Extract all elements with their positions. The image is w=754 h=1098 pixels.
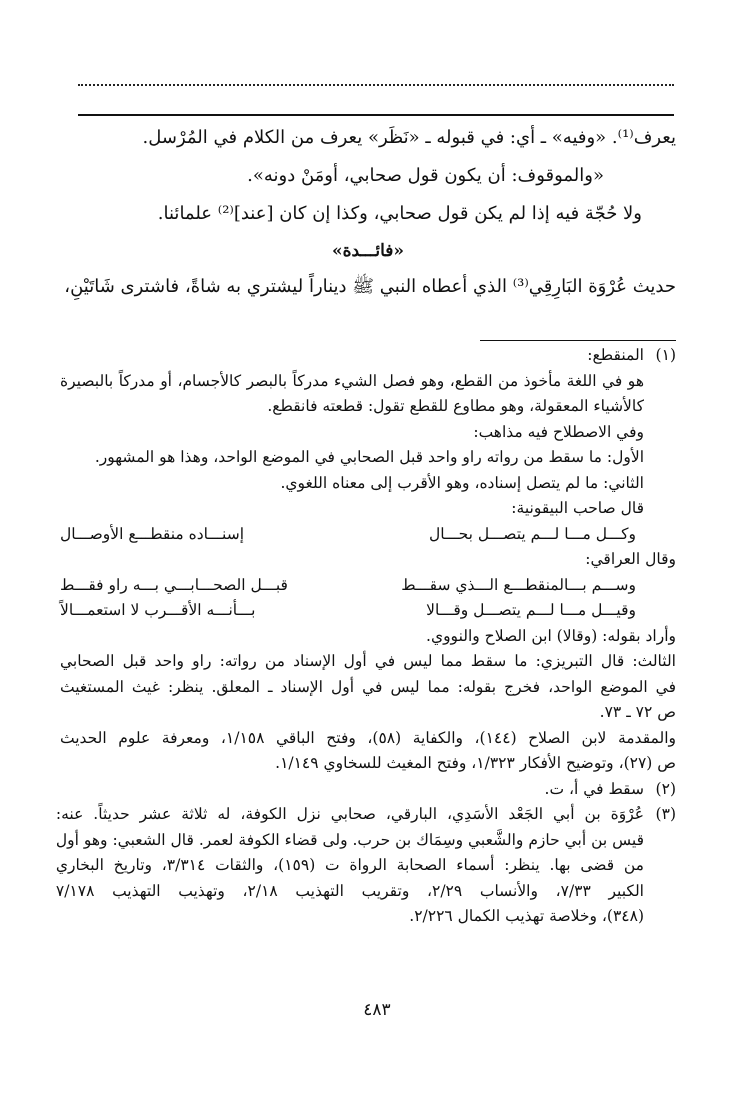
footnote-line: (٣٤٨)، وخلاصة تهذيب الكمال ٢/٢٢٦. (409, 907, 644, 925)
footnote-line: سقط في أ، ت. (544, 779, 644, 798)
footnote-line: الكبير ٧/٣٣، والأنساب ٢/٢٩، وتقريب التهذيب ٢/١٨، وتهذيب التهذيب ٧/١٧٨ (55, 881, 644, 900)
footnote-number: (٢) (655, 779, 676, 798)
footnote-line: ص ٧٢ ـ ٧٣. (599, 703, 676, 721)
footnote-line: عُرْوَة بن أبي الجَعْد الأسَدِي، البارقي، صحابي نزل الكوفة، له ثلاثة عشر حديثاً. عنه: (55, 805, 644, 823)
header-rule (78, 114, 674, 116)
footnote-line: هو في اللغة مأخوذ من القطع، وهو فصل الشيء مدركاً بالبصر كالأجسام، أو مدركاً بالبصيرة (60, 371, 644, 390)
footnote-line: قيس بن أبي حازم والشَّعبي وسِمَاك بن حرب. ولى قضاء الكوفة لعمر. قال الشعبي: وهو أول (55, 830, 644, 849)
poem-verse (60, 598, 644, 624)
verse-first-hemistich: وقيـــل مـــا لـــم يتصـــل وقـــالا (426, 601, 636, 619)
footnote-body (56, 802, 644, 930)
footnote-line: الثالث: قال التبريزي: ما سقط مما ليس في أول الإسناد من رواته: راو واحد قبل الصحابي (60, 652, 676, 670)
verse-second-hemistich: قبـــل الصحـــابـــي بـــه راو فقـــط (60, 575, 288, 594)
footnote-1 (60, 343, 676, 547)
verse-first-hemistich: وســـم بـــالمنقطـــع الـــذي سقـــط (401, 575, 636, 594)
footnote-line: كالأشياء المعقولة، وهو مطاوع للقطع تقول: قطعته فانقطع. (267, 397, 644, 415)
footnote-number: (٣) (655, 805, 676, 823)
main-text (60, 124, 676, 311)
footnote-line: وأراد بقوله: (وقالا) ابن الصلاح والنووي. (426, 626, 676, 645)
main-paragraph-mawquf: «والموقوف: أن يكون قول صحابي، أومَنْ دونه». (247, 165, 604, 186)
footnote-line: قال صاحب البيقونية: (511, 499, 644, 517)
footnote-indent (644, 573, 676, 624)
dotted-header-line (78, 84, 674, 86)
footnote-line: المنقطع: (587, 346, 644, 364)
footnote-body (60, 573, 644, 624)
footnote-1-continued (60, 573, 676, 624)
verse-second-hemistich: إسنـــاده منقطـــع الأوصـــال (60, 524, 245, 543)
poem-verse (60, 573, 644, 599)
footnote-line: ص (٢٧)، وتوضيح الأفكار ١/٣٢٣، وفتح المغيث للسخاوي ١/١٤٩. (275, 754, 676, 772)
footnote-line: والمقدمة لابن الصلاح (١٤٤)، والكفاية (٥٨)، وفتح الباقي ١/١٥٨، ومعرفة علوم الحديث (60, 728, 676, 747)
footnote-number: (١) (655, 346, 676, 364)
verse-second-hemistich: بـــأنـــه الأقـــرب لا استعمـــالاً (60, 601, 256, 619)
footnote-2 (60, 777, 676, 803)
verse-first-hemistich: وكـــل مـــا لـــم يتصـــل بحـــال (429, 524, 636, 543)
footnote-line: الثاني: ما لم يتصل إسناده، وهو الأقرب إلى معناه اللغوي. (280, 473, 644, 492)
footnote-line: الأول: ما سقط من رواته راو واحد قبل الصحابي في الموضع الواحد، وهذا هو المشهور. (94, 448, 644, 466)
footnote-body (60, 343, 644, 547)
page-number: ٤٨٣ (363, 1000, 391, 1020)
poem-verse (60, 522, 644, 548)
main-paragraph-1: يعرف⁽¹⁾. «وفيه» ـ أي: في قبوله ـ «نَظَر» يعرف من الكلام في المُرْسل. (142, 127, 676, 148)
footnotes (55, 343, 676, 930)
footnote-line: في الموضع الواحد، فخرج بقوله: مما ليس في أول الإسناد ـ المعلق. ينظر: غيث المستغيث (60, 677, 676, 696)
main-paragraph-hujja: ولا حُجّة فيه إذا لم يكن قول صحابي، وكذا إن كان [عند]⁽²⁾ علمائنا. (157, 203, 642, 224)
footnote-line: من قضى بها. ينظر: أسماء الصحابة الرواة ت (١٥٩)، والثقات ٣/٣١٤، وتاريخ البخاري (55, 856, 644, 874)
section-heading-faida: «فائـــدة» (331, 241, 405, 261)
footnote-body (60, 777, 644, 803)
footnote-line: وقال العراقي: (585, 550, 676, 568)
main-paragraph-urwa: حديث عُرْوَة البَارِقِي⁽³⁾ الذي أعطاه النبي ﷺ ديناراً ليشتري به شاةً، فاشترى شَاتَيْنِ، (64, 276, 676, 297)
footnote-3 (55, 802, 676, 930)
footnote-line: وفي الاصطلاح فيه مذاهب: (473, 422, 644, 441)
footnote-separator (480, 340, 676, 341)
